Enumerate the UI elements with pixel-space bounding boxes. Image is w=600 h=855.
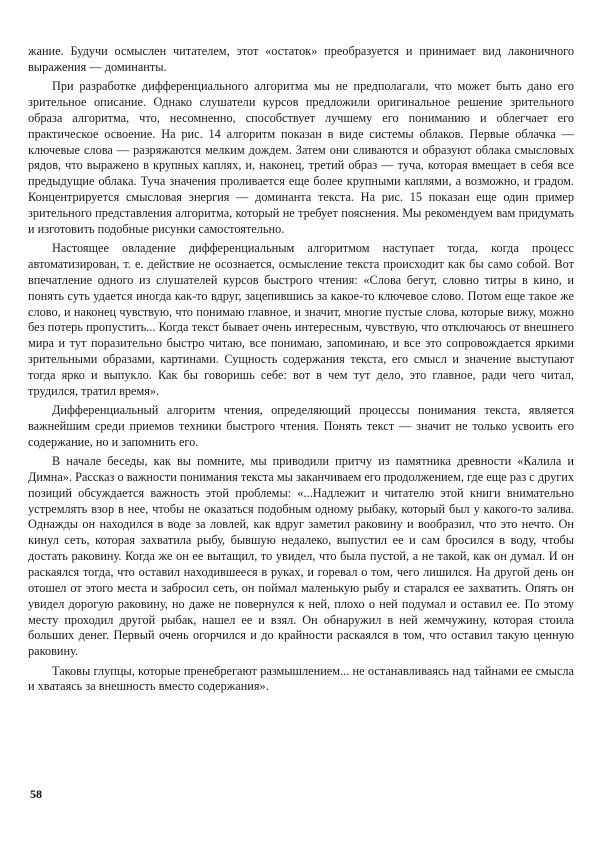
paragraph-mastery: Настоящее овладение дифференциальным алгоритмом наступает тогда, когда процесс автоматизирован, т. е. действие не осознается, осмысление текста происходит как бы само собой. Вот впечатление одного из слушателей курсов быстрого чтения: «Слова бегут, словно титры в кино, и понять суть удается иногда как-то вдруг, зацепившись за какое-то ключевое слово. Потом еще такое же слово, и наконец чувствую, что понимаю главное, и значит, многие пустые слова, которые вижу, можно без потерь пропустить... Когда текст бывает очень интересным, чувствую, что отключаюсь от внешнего мира и тут поразительно быстро читаю, все понимаю, запоминаю, и все это сопровождается яркими зрительными образами, картинами. Сущность содержания текста, его смысл и значение выступают тогда ярко и выпукло. Как бы говоришь себе: вот в чем тут дело, это главное, ради чего читал, трудился, тратил время».	[28, 241, 574, 398]
paragraph-parable: В начале беседы, как вы помните, мы приводили притчу из памятника древности «Калила и Димна». Рассказ о важности понимания текста мы заканчиваем его продолжением, где еще раз с других позиций обсуждается важность этой проблемы: «...Надлежит и читателю этой книги внимательно устремлять взор в нее, чтобы не оказаться подобным одному рыбаку, который был у какого-то залива. Однажды он находился в воде за ловлей, как вдруг заметил раковину и вообразил, что это нечто. Он кинул сеть, которая захватила рыбу, бывшую недалеко, выпустил ее и сам бросился в воду, чтобы достать раковину. Когда же он ее вытащил, то увидел, что была пустой, а не такой, как он думал. И он раскаялся тогда, что оставил находившееся в руках, и горевал о том, чего лишился. На другой день он отошел от этого места и забросил сеть, он поймал маленькую рыбу и старался ее захватить. Опять он увидел дорогую раковину, но даже не повернулся к ней, плохо о ней подумал и оставил ее. По этому месту проходил другой рыбак, нашел ее и взял. Он обнаружил в ней жемчужину, которая стоила больших денег. Первый очень огорчился и до крайности раскаялся в том, что оставил такую ценную раковину.	[28, 454, 574, 659]
paragraph-continuation: жание. Будучи осмыслен читателем, этот «остаток» преобразуется и принимает вид лаконичного выражения — доминанты.	[28, 44, 574, 74]
page-number: 58	[30, 787, 42, 801]
paragraph-visual-algorithm: При разработке дифференциального алгоритма мы не предполагали, что может быть дано его зрительное описание. Однако слушатели курсов предложили оригинальное решение зрительного образа алгоритма, что, несомненно, способствует лучшему его пониманию и облегчает его практическое освоение. На рис. 14 алгоритм показан в виде системы облаков. Первые облачка — ключевые слова — разряжаются мелким дождем. Затем они сливаются и образуют облака смысловых рядов, что выражено в крупных каплях, и, наконец, третий образ — туча, которая вмещает в себя все предыдущие облака. Туча значения проливается еще более крупными каплями, а возможно, и градом. Концентрируется смысловая энергия — доминанта текста. На рис. 15 показан еще один пример зрительного представления алгоритма, который не требует пояснения. Мы рекомендуем вам придумать и изготовить подобные рисунки самостоятельно.	[28, 79, 574, 236]
paragraph-conclusion: Таковы глупцы, которые пренебрегают размышлением... не останавливаясь над тайнами ее смысла и хватаясь за внешность вместо содержания».	[28, 663, 574, 694]
paragraph-differential-algorithm: Дифференциальный алгоритм чтения, определяющий процессы понимания текста, является важнейшим среди приемов техники быстрого чтения. Понять текст — значит не только усвоить его содержание, но и запомнить его.	[28, 403, 574, 449]
